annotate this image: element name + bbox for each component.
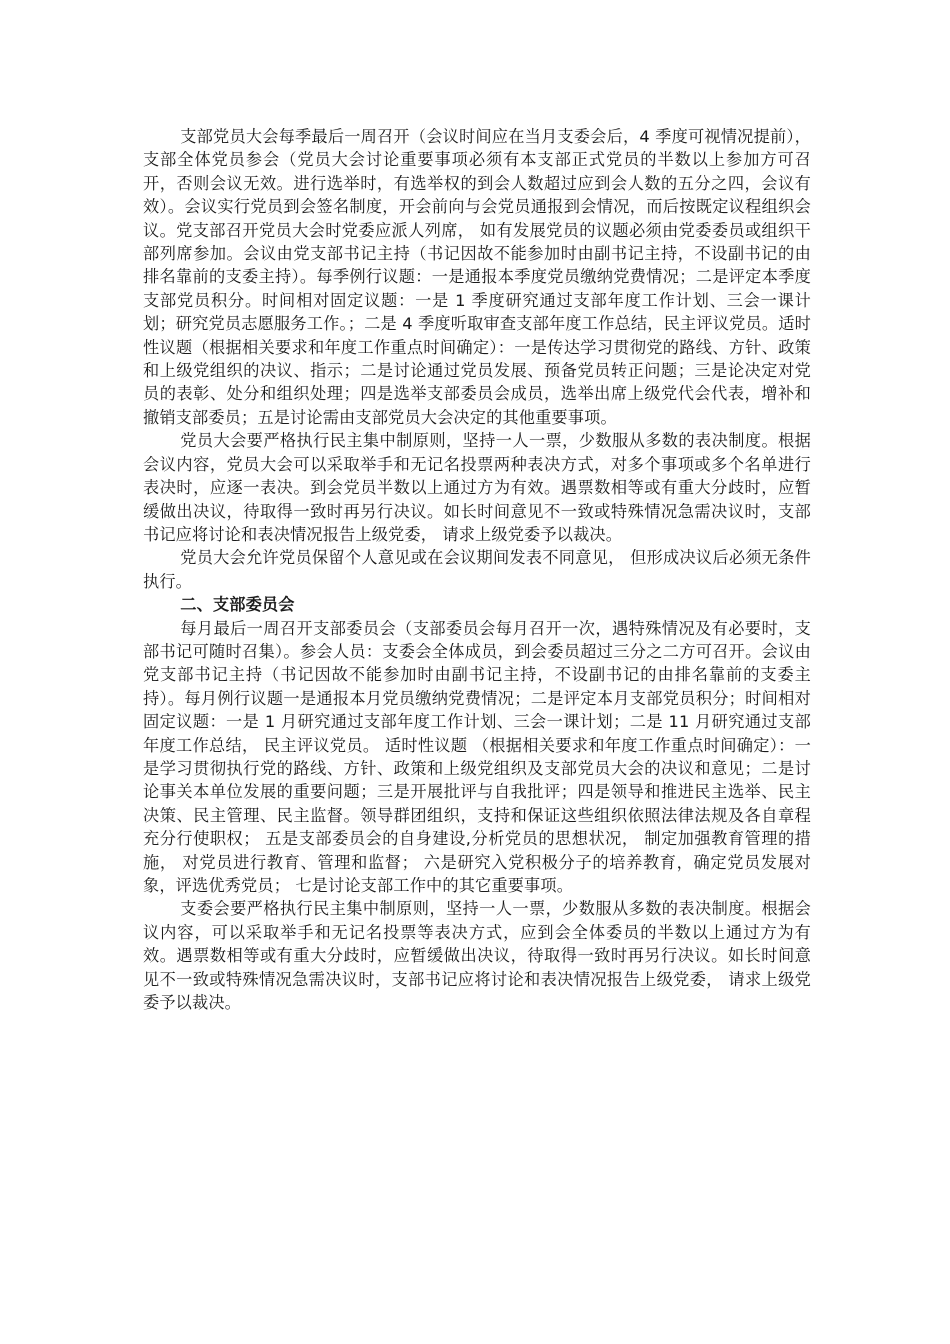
- section-heading: 二、支部委员会: [180, 595, 295, 615]
- paragraph-committee-meeting: 每月最后一周召开支部委员会（支部委员会每月召开一次，遇特殊情况及有必要时，支部书记可随时召集）。参会人员：支委会全体成员，到会委员超过三分之二方可召开。会议由党支部书记主持（书记因故不能参加时由副书记主持，不设副书记的由排名靠前的支委主持）。每月例行议题一是通报本月党员缴纳党费情况；二是评定本月支部党员积分；时间相对固定议题：一是 1 月研究通过支部年度工作计划、三会一课计划；二是 11 月研究通过支部年度工作总结， 民主评议党员。 适时性议题 （根据相关要求和年度工作重点时间确定）：一是学习贯彻执行党的路线、方针、政策和上级党组织及支部党员大会的决议和意见；二是讨论事关本单位发展的重要问题；三是开展批评与自我批评；四是领导和推进民主选举、民主决策、民主管理、民主监督。领导群团组织，支持和保证这些组织依照法律法规及各自章程充分行使职权； 五是支部委员会的自身建设,分析党员的思想状况， 制定加强教育管理的措施， 对党员进行教育、管理和监督； 六是研究入党积极分子的培养教育，确定党员发展对象，评选优秀党员； 七是讨论支部工作中的其它重要事项。: [143, 618, 811, 895]
- paragraph-party-congress: 支部党员大会每季最后一周召开（会议时间应在当月支委会后，4 季度可视情况提前），支部全体党员参会（党员大会讨论重要事项必须有本支部正式党员的半数以上参加方可召开，否则会议无效。进行选举时，有选举权的到会人数超过应到会人数的五分之四，会议有效）。会议实行党员到会签名制度，开会前向与会党员通报到会情况，而后按既定议程组织会议。党支部召开党员大会时党委应派人列席， 如有发展党员的议题必须由党委委员或组织干部列席参加。会议由党支部书记主持（书记因故不能参加时由副书记主持，不设副书记的由排名靠前的支委主持）。每季例行议题：一是通报本季度党员缴纳党费情况；二是评定本季度支部党员积分。时间相对固定议题：一是 1 季度研究通过支部年度工作计划、三会一课计划；研究党员志愿服务工作。；二是 4 季度听取审查支部年度工作总结，民主评议党员。适时性议题（根据相关要求和年度工作重点时间确定）：一是传达学习贯彻党的路线、方针、政策和上级党组织的决议、指示；二是讨论通过党员发展、预备党员转正问题；三是论决定对党员的表彰、处分和组织处理；四是选举支部委员会成员，选举出席上级党代会代表，增补和撤销支部委员；五是讨论需由支部党员大会决定的其他重要事项。: [143, 127, 811, 427]
- paragraph-congress-dissent: 党员大会允许党员保留个人意见或在会议期间发表不同意见， 但形成决议后必须无条件执行。: [143, 548, 811, 591]
- paragraph-committee-voting: 支委会要严格执行民主集中制原则，坚持一人一票，少数服从多数的表决制度。根据会议内容，可以采取举手和无记名投票等表决方式，应到会全体委员的半数以上通过方为有效。遇票数相等或有重大分歧时，应暂缓做出决议，待取得一致时再另行决议。如长时间意见不一致或特殊情况急需决议时，支部书记应将讨论和表决情况报告上级党委， 请求上级党委予以裁决。: [143, 899, 811, 1013]
- document-body: [143, 125, 811, 1014]
- paragraph-congress-voting: 党员大会要严格执行民主集中制原则，坚持一人一票，少数服从多数的表决制度。根据会议内容，党员大会可以采取举手和无记名投票两种表决方式，对多个事项或多个名单进行表决时，应逐一表决。到会党员半数以上通过方为有效。遇票数相等或有重大分歧时，应暂缓做出决议，待取得一致时再另行决议。如长时间意见不一致或特殊情况急需决议时，支部书记应将讨论和表决情况报告上级党委， 请求上级党委予以裁决。: [143, 431, 811, 544]
